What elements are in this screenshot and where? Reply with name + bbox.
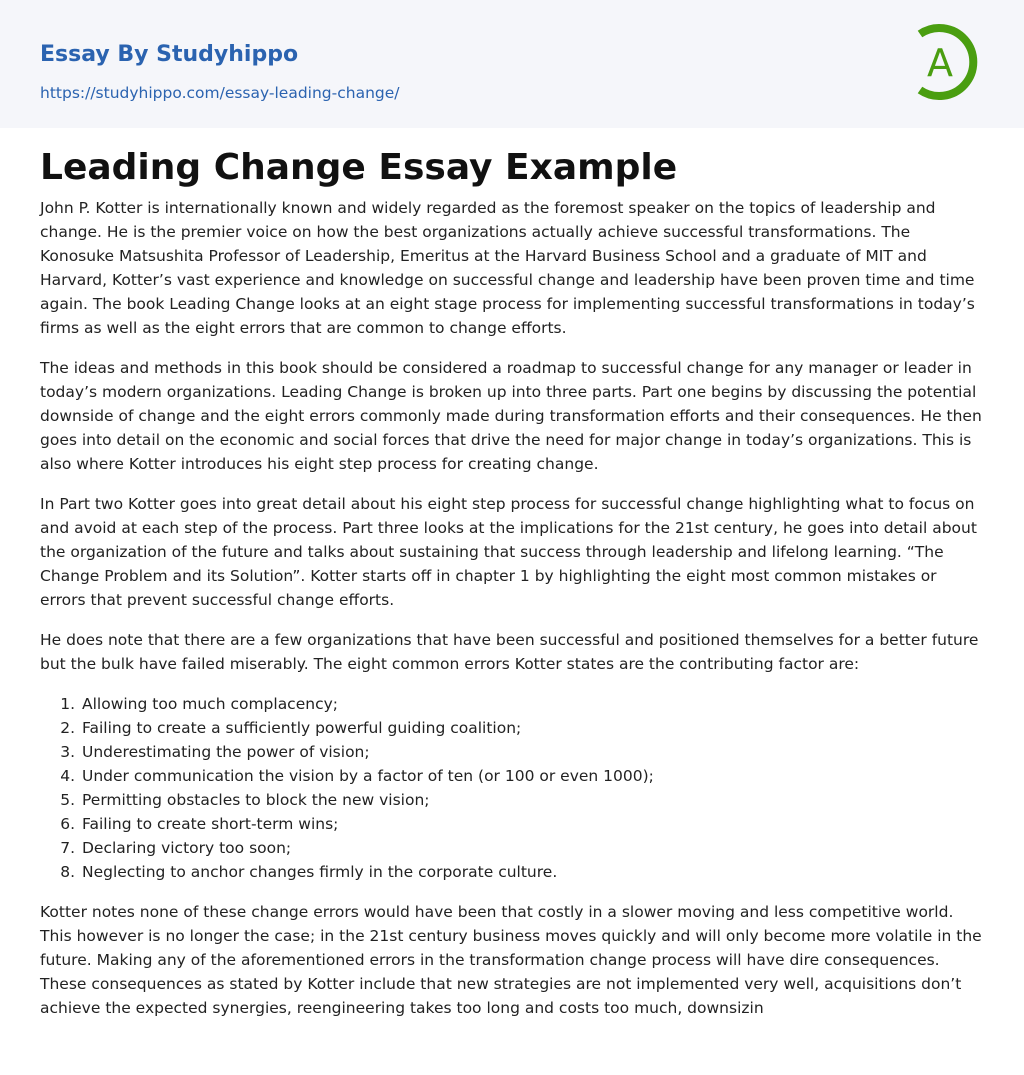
errors-list: [40, 692, 984, 884]
list-item: 6. Failing to create short-term wins;: [80, 812, 984, 836]
list-item: 3. Underestimating the power of vision;: [80, 740, 984, 764]
list-item: 1. Allowing too much complacency;: [80, 692, 984, 716]
paragraph: John P. Kotter is internationally known and widely regarded as the foremost speaker on the topics of leadership and change. He is the premier voice on how the best organizations actually achieve successful transformations. The Konosuke Matsushita Professor of Leadership, Emeritus at the Harvard Business School and a graduate of MIT and Harvard, Kotter’s vast experience and knowledge on successful change and leadership have been proven time and time again. The book Leading Change looks at an eight stage process for implementing successful transformations in today’s firms as well as the eight errors that are common to change efforts.: [40, 199, 975, 337]
site-header: [0, 0, 1024, 128]
list-item: 5. Permitting obstacles to block the new vision;: [80, 788, 984, 812]
list-item: 8. Neglecting to anchor changes firmly in the corporate culture.: [80, 860, 984, 884]
essay-content: [0, 146, 1024, 1017]
list-item: 7. Declaring victory too soon;: [80, 836, 984, 860]
essay-url-link[interactable]: https://studyhippo.com/essay-leading-change/: [40, 84, 400, 102]
paragraph: He does note that there are a few organizations that have been successful and positioned themselves for a better future but the bulk have failed miserably. The eight common errors Kotter states are the contributing factor are:: [40, 631, 979, 673]
page-title: Leading Change Essay Example: [40, 147, 678, 188]
paragraph: In Part two Kotter goes into great detail about his eight step process for successful change highlighting what to focus on and avoid at each step of the process. Part three looks at the implications for the 21st century, he goes into detail about the organization of the future and talks about sustaining that success through leadership and lifelong learning. “The Change Problem and its Solution”. Kotter starts off in chapter 1 by highlighting the eight most common mistakes or errors that prevent successful change efforts.: [40, 495, 977, 609]
list-item: 4. Under communication the vision by a factor of ten (or 100 or even 1000);: [80, 764, 984, 788]
paragraph: Kotter notes none of these change errors would have been that costly in a slower moving and less competitive world. This however is no longer the case; in the 21st century business moves quickly and will only become more volatile in the future. Making any of the aforementioned errors in the transformation change process will have dire consequences. These consequences as stated by Kotter include that new strategies are not implemented very well, acquisitions don’t achieve the expected synergies, reengineering takes too long and costs too much, downsizin: [40, 903, 982, 1017]
studyhippo-logo-icon[interactable]: [912, 20, 986, 104]
svg-text:A: A: [927, 41, 953, 85]
list-item: 2. Failing to create a sufficiently powerful guiding coalition;: [80, 716, 984, 740]
paragraph: The ideas and methods in this book should be considered a roadmap to successful change for any manager or leader in today’s modern organizations. Leading Change is broken up into three parts. Part one begins by discussing the potential downside of change and the eight errors commonly made during transformation efforts and their consequences. He then goes into detail on the economic and social forces that drive the need for major change in today’s organizations. This is also where Kotter introduces his eight step process for creating change.: [40, 359, 982, 473]
site-title: Essay By Studyhippo: [40, 42, 299, 67]
